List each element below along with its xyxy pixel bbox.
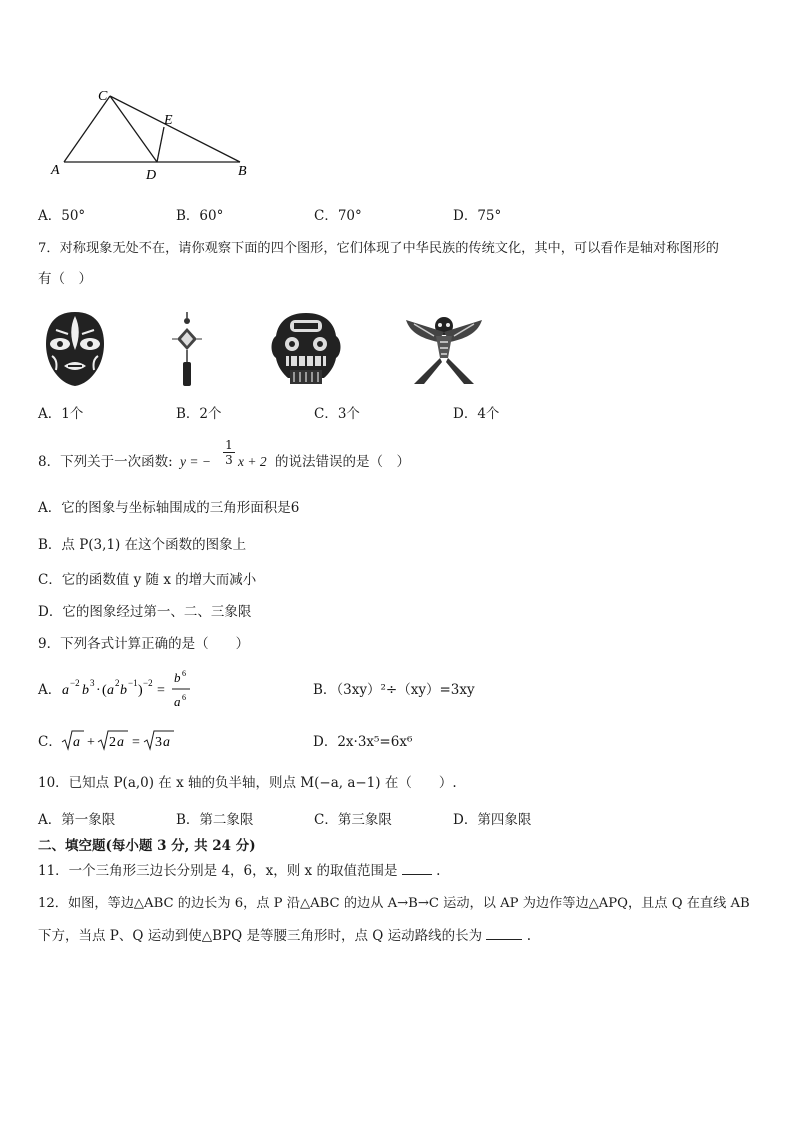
svg-text:a: a <box>73 735 80 750</box>
q9-option-a-label: A． <box>38 682 62 698</box>
q7-option-d: D．4个 <box>453 406 500 422</box>
q9-option-b: B．（3xy）²÷（xy）=3xy <box>313 682 475 698</box>
q8-option-d: D．它的图象经过第一、二、三象限 <box>38 604 252 620</box>
q10-stem: 10．已知点 P(a,0) 在 x 轴的负半轴，则点 M(−a, a−1) 在（ ）. <box>38 775 457 791</box>
label-A: A <box>51 163 60 178</box>
section-2-title: 二、填空题(每小题 3 分, 共 24 分) <box>38 838 256 854</box>
q12-answer-blank <box>486 927 522 940</box>
q8-fraction-numerator: 1 <box>223 438 235 453</box>
q12-line1: 12．如图，等边△ABC 的边长为 6，点 P 沿△ABC 的边从 A→B→C 运动，以 AP 为边作等边△APQ，且点 Q 在直线 AB <box>38 896 750 911</box>
q12-line2 <box>38 927 531 945</box>
svg-text:−1: −1 <box>128 678 138 688</box>
q9-stem: 9．下列各式计算正确的是（ ） <box>38 636 250 652</box>
label-C: C <box>98 89 108 104</box>
q8-formula-lhs: y = − <box>180 454 211 469</box>
q6-option-b: B．60° <box>176 208 224 224</box>
svg-text:a: a <box>174 694 181 709</box>
svg-text:·: · <box>96 683 101 698</box>
q11-answer-blank <box>402 862 432 875</box>
triangle-figure <box>40 82 270 182</box>
segment-CD <box>110 96 157 162</box>
q8-option-b: B．点 P(3,1) 在这个函数的图象上 <box>38 537 247 553</box>
q11-text-pre: 11．一个三角形三边长分别是 4，6，x，则 x 的取值范围是 <box>38 863 398 879</box>
q10-option-c: C．第三象限 <box>314 812 392 828</box>
segment-AC <box>64 96 110 162</box>
svg-text:3: 3 <box>155 735 162 750</box>
q8-stem-pre: 8．下列关于一次函数: <box>38 454 173 470</box>
swallow-kite-icon <box>404 314 484 386</box>
label-B: B <box>238 164 247 179</box>
svg-text:b: b <box>82 683 89 698</box>
q12-line2-post: . <box>526 928 532 944</box>
q9-option-c-formula <box>60 727 180 755</box>
svg-text:−2: −2 <box>143 678 153 688</box>
svg-text:+: + <box>87 735 95 750</box>
q8-fraction <box>223 438 235 467</box>
label-E: E <box>164 113 173 128</box>
q7-option-b: B．2个 <box>176 406 222 422</box>
q6-option-a: A．50° <box>38 208 86 224</box>
q6-option-d: D．75° <box>453 208 502 224</box>
q7-option-a: A．1个 <box>38 406 84 422</box>
q7-option-c: C．3个 <box>314 406 360 422</box>
svg-text:=: = <box>132 735 140 750</box>
q9-option-d: D．2x·3x⁵=6x⁶ <box>313 734 413 750</box>
svg-text:b: b <box>174 670 181 685</box>
chinese-knot-icon <box>172 312 202 388</box>
svg-text:=: = <box>157 683 165 698</box>
svg-text:a: a <box>107 683 114 698</box>
q11-text <box>38 862 440 880</box>
beast-mask-icon <box>268 310 344 386</box>
svg-text:2: 2 <box>115 678 120 688</box>
q8-stem-post: 的说法错误的是（ ） <box>275 454 410 470</box>
q7-stem-line1: 7．对称现象无处不在，请你观察下面的四个图形，它们体现了中华民族的传统文化，其中，可以看作是轴对称图形的 <box>38 241 719 256</box>
q10-option-a: A．第一象限 <box>38 812 116 828</box>
opera-mask-icon <box>42 310 108 388</box>
svg-text:−2: −2 <box>70 678 80 688</box>
q9-option-c-label: C． <box>38 734 62 750</box>
svg-text:): ) <box>138 683 143 698</box>
segment-CB <box>110 96 240 162</box>
svg-text:a: a <box>163 735 170 750</box>
svg-text:2: 2 <box>109 735 116 750</box>
svg-text:6: 6 <box>182 669 186 678</box>
q9-option-a-formula <box>60 667 200 713</box>
q8-option-c: C．它的函数值 y 随 x 的增大而减小 <box>38 572 257 588</box>
q12-line2-pre: 下方，当点 P、Q 运动到使△BPQ 是等腰三角形时，点 Q 运动路线的长为 <box>38 928 483 944</box>
q10-option-b: B．第二象限 <box>176 812 254 828</box>
segment-DE <box>157 127 164 162</box>
svg-text:6: 6 <box>182 693 186 702</box>
label-D: D <box>146 168 157 182</box>
svg-text:(: ( <box>102 683 107 698</box>
svg-text:3: 3 <box>90 678 95 688</box>
q8-fraction-denominator: 3 <box>225 453 233 467</box>
q6-option-c: C．70° <box>314 208 362 224</box>
q10-option-d: D．第四象限 <box>453 812 532 828</box>
q8-option-a: A．它的图象与坐标轴围成的三角形面积是6 <box>38 500 300 516</box>
q11-text-post: . <box>436 863 441 879</box>
q8-formula-rhs: x + 2 <box>238 454 267 469</box>
svg-text:a: a <box>117 735 124 750</box>
q7-stem-line2: 有（ ） <box>38 271 92 287</box>
svg-text:b: b <box>120 683 127 698</box>
svg-text:a: a <box>62 683 69 698</box>
